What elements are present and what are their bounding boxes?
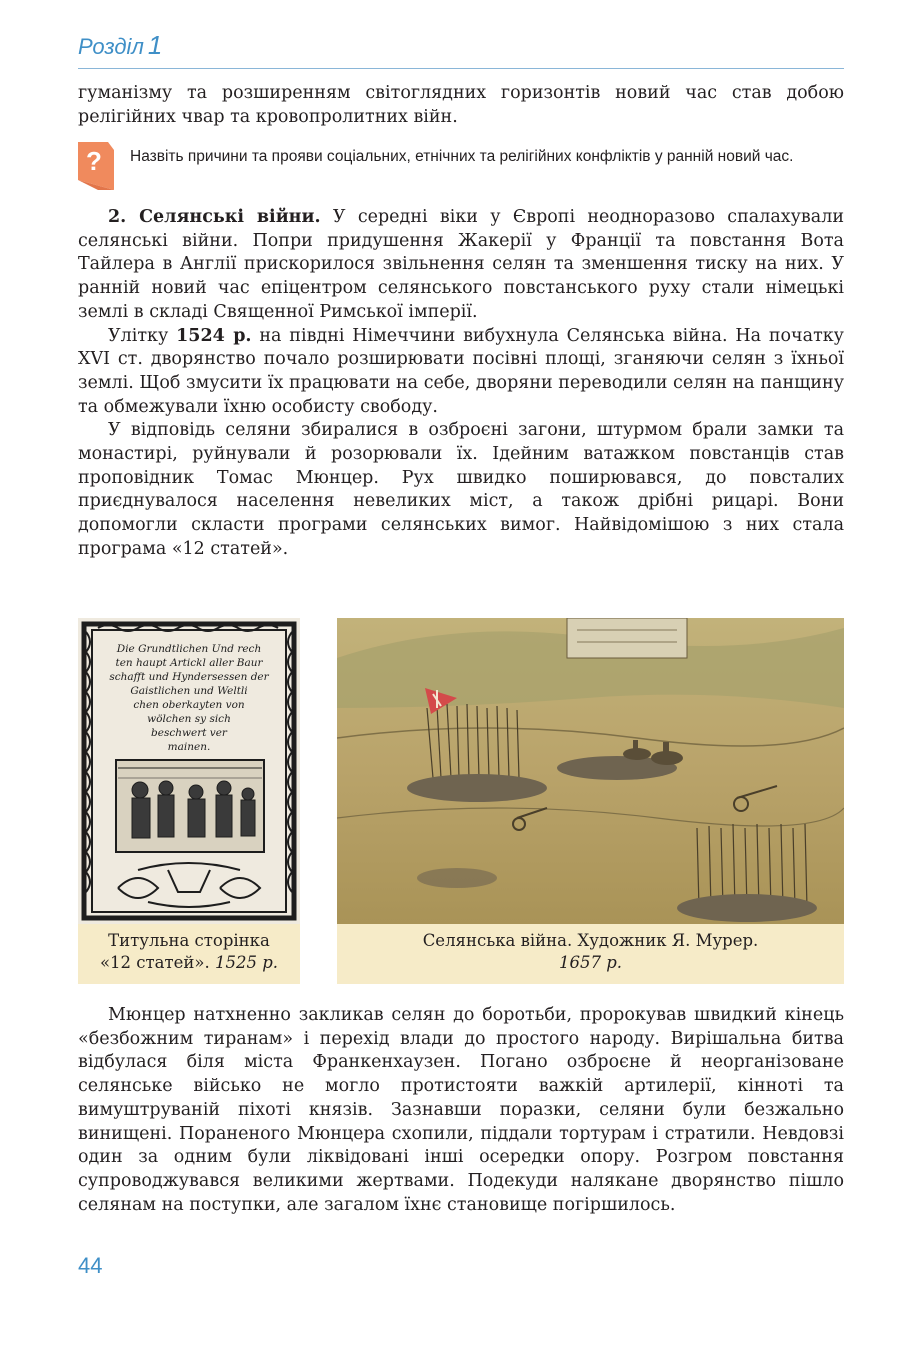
caption-left-date: 1525 р. <box>214 953 279 972</box>
page-number: 44 <box>78 1253 103 1278</box>
caption-right-line1: Селянська війна. Художник Я. Мурер. <box>422 931 759 950</box>
woodcut-line-7: beschwert ver <box>151 727 227 739</box>
figure-left-caption <box>78 924 300 984</box>
intro-paragraph: гуманізму та розширенням світоглядних горизонтів новий час став добою релігійних чвар та кровопролитних війн. <box>78 83 844 127</box>
running-head <box>78 30 162 61</box>
section-2 <box>78 206 844 562</box>
header-rule <box>78 68 844 69</box>
year-1524: 1524 р. <box>176 325 252 346</box>
section2-paragraph2 <box>78 325 844 420</box>
caption-left-line2 <box>78 952 300 974</box>
woodcut-line-5: chen oberkayten von <box>133 699 245 711</box>
closing-block <box>78 1004 844 1217</box>
section2-paragraph1-text: У середні віки у Європі неодноразово спалахували селянські війни. Попри придушення Жакерії у Франції та повстання Вота Тайлера в Англії прискорилося звільнення селян та зменшення тиску на них. У ранній новий час епіцентром селянського повстанського руху стали німецькі землі в складі Священної Римської імперії. <box>78 207 844 322</box>
caption-left-title: «12 статей». <box>99 953 210 972</box>
p2-start: Улітку <box>108 325 169 346</box>
figure-title-page <box>78 618 300 984</box>
intro-block <box>78 82 844 129</box>
question-icon <box>78 142 114 190</box>
section2-paragraph1 <box>78 206 844 325</box>
woodcut-line-3: schafft und Hyndersessen der <box>109 671 269 683</box>
woodcut-line-2: ten haupt Artickl aller Baur <box>115 657 263 669</box>
battle-painting-image <box>337 618 844 924</box>
svg-text:?: ? <box>86 146 102 176</box>
woodcut-line-6: wölchen sy sich <box>147 713 231 725</box>
section2-heading: 2. Селянські війни. <box>108 207 321 227</box>
caption-right-date: 1657 р. <box>558 953 623 972</box>
closing-paragraph: Мюнцер натхненно закликав селян до боротьби, пророкував швидкий кінець «безбожним тиранам» і перехід влади до простого народу. Вирішальна битва відбулася біля міста Франкенхаузен. Погано озброєне й неорганізоване селянське військо не могло протистояти важкій артилерії, кінноті та вимуштруваній піхоті князів. Зазнавши поразки, селяни були безжально винищені. Пораненого Мюнцера схопили, піддали тортурам і стратили. Невдовзі один за одним були ліквідовані інші осередки опору. Розгром повстання супроводжувався великими жертвами. Подекуди налякане дворянство пішло селянам на поступки, але загалом їхнє становище погіршилось. <box>78 1005 844 1215</box>
question-text: Назвіть причини та прояви соціальних, етнічних та релігійних конфліктів у ранній новий час. <box>130 148 794 165</box>
section-label: Розділ <box>78 34 144 59</box>
caption-left-line1: Титульна сторінка <box>108 931 270 950</box>
section-number: 1 <box>147 30 163 60</box>
title-page-image <box>78 618 300 924</box>
figure-battle <box>337 618 844 984</box>
woodcut-line-8: mainen. <box>167 741 211 753</box>
woodcut-line-1: Die Grundtlichen Und rech <box>116 643 262 655</box>
figure-right-caption <box>337 924 844 984</box>
section2-paragraph3: У відповідь селяни збиралися в озброєні загони, штурмом брали замки та монастирі, руйнували й розорювали їх. Ідейним ватажком повстанців став проповідник Томас Мюнцер. Рух швидко поширювався, до повсталих приєднувалося населення невеликих міст, а також дрібні рицарі. Вони допомогли скласти програми селянських вимог. Найвідомішою з них стала програма «12 статей». <box>78 420 844 559</box>
woodcut-line-4: Gaistlichen und Weltli <box>130 685 248 697</box>
p2-rest: на півдні Німеччини вибухнула Селянська війна. На початку XVI ст. дворянство почало розширювати посівні площі, зганяючи селян з їхньої землі. Щоб змусити їх працювати на себе, дворяни переводили селян на панщину та обмежували їхню особисту свободу. <box>78 325 844 417</box>
